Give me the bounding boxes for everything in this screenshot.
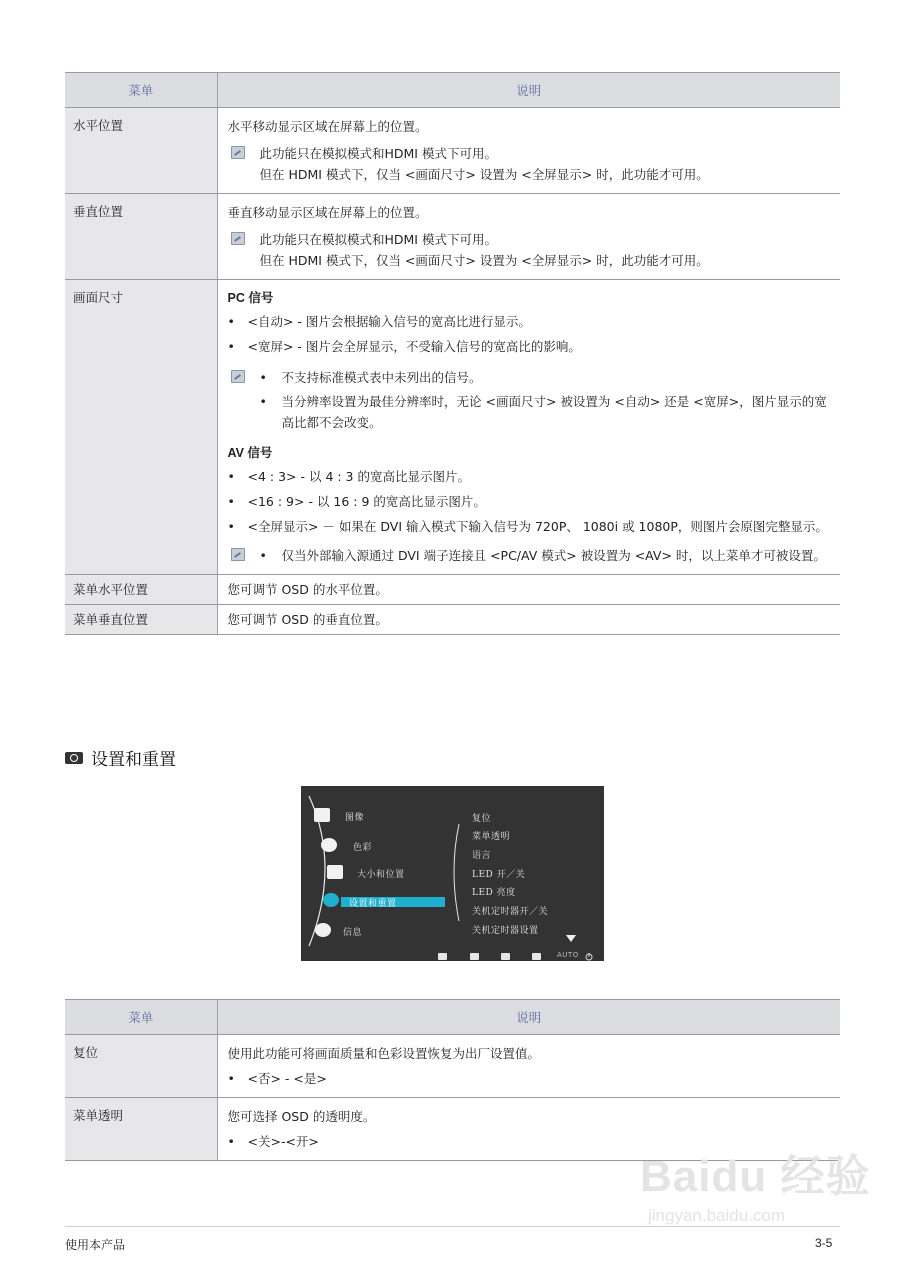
watermark-logo: Baidu 经验 bbox=[640, 1152, 871, 1201]
footer-divider bbox=[65, 1226, 840, 1227]
note bbox=[228, 545, 831, 566]
row-menu-menu-v: 菜单垂直位置 bbox=[65, 605, 217, 635]
row-desc-menu-h: 您可调节 OSD 的水平位置。 bbox=[217, 575, 840, 605]
desc-text: 使用此功能可将画面质量和色彩设置恢复为出厂设置值。 bbox=[227, 1046, 541, 1061]
footer-section: 使用本产品 bbox=[65, 1238, 126, 1252]
row-desc-size bbox=[217, 280, 840, 575]
note-item: • 不支持标准模式表中未列出的信号。 bbox=[260, 367, 831, 388]
osd-auto-label: AUTO bbox=[557, 951, 579, 959]
table-row bbox=[65, 108, 840, 194]
note-item: • 当分辨率设置为最佳分辨率时，无论 <画面尺寸> 被设置为 <自动> 还是 <宽屏>，图片显示的宽高比都不会改变。 bbox=[260, 391, 831, 433]
row-menu-transparency: 菜单透明 bbox=[65, 1098, 217, 1161]
note-text: 此功能只在模拟模式和HDMI 模式下可用。 bbox=[259, 146, 497, 161]
list-item: • <16 : 9> - 以 16 : 9 的宽高比显示图片。 bbox=[228, 491, 831, 512]
row-desc-v-pos bbox=[217, 194, 840, 280]
list-item: • <4 : 3> - 以 4 : 3 的宽高比显示图片。 bbox=[228, 466, 831, 487]
osd-sub-language: 语言 bbox=[472, 851, 492, 861]
osd-sub-led-brightness: LED 亮度 bbox=[472, 888, 516, 898]
color-palette-icon bbox=[321, 838, 337, 852]
row-desc-menu-v: 您可调节 OSD 的垂直位置。 bbox=[217, 605, 840, 635]
table-row bbox=[65, 280, 840, 575]
osd-down-button-icon bbox=[470, 953, 479, 960]
row-menu-size: 画面尺寸 bbox=[65, 280, 217, 575]
header-menu: 菜单 bbox=[65, 73, 217, 108]
table-header bbox=[65, 1000, 840, 1035]
row-menu-v-pos: 垂直位置 bbox=[65, 194, 217, 280]
note-item: • 仅当外部输入源通过 DVI 端子连接且 <PC/AV 模式> 被设置为 <AV> 时，以上菜单才可被设置。 bbox=[260, 545, 831, 566]
desc-text: 您可选择 OSD 的透明度。 bbox=[227, 1109, 376, 1124]
watermark-url: jingyan.baidu.com bbox=[648, 1206, 786, 1225]
watermark bbox=[640, 1140, 870, 1226]
osd-menu-button-icon bbox=[438, 953, 447, 960]
note bbox=[228, 143, 831, 185]
row-menu-menu-h: 菜单水平位置 bbox=[65, 575, 217, 605]
power-icon bbox=[585, 953, 593, 961]
osd-item-size: 大小和位置 bbox=[357, 870, 405, 880]
table-row bbox=[65, 1035, 840, 1098]
note bbox=[228, 229, 831, 271]
picture-icon bbox=[314, 808, 330, 822]
note bbox=[228, 367, 831, 433]
info-icon bbox=[315, 923, 331, 937]
note-text: 但在 HDMI 模式下，仅当 <画面尺寸> 设置为 <全屏显示> 时，此功能才可用。 bbox=[259, 253, 709, 268]
scroll-down-arrow-icon bbox=[566, 935, 576, 943]
osd-item-info: 信息 bbox=[343, 928, 363, 938]
settings-section-icon bbox=[65, 752, 83, 764]
osd-sub-reset: 复位 bbox=[472, 814, 492, 824]
header-menu: 菜单 bbox=[65, 1000, 217, 1035]
osd-item-picture: 图像 bbox=[345, 813, 365, 823]
table-row bbox=[65, 194, 840, 280]
header-desc: 说明 bbox=[217, 1000, 840, 1035]
note-text: 但在 HDMI 模式下，仅当 <画面尺寸> 设置为 <全屏显示> 时，此功能才可用。 bbox=[259, 167, 709, 182]
gear-icon bbox=[323, 893, 339, 907]
list-item: • <宽屏> - 图片会全屏显示，不受输入信号的宽高比的影响。 bbox=[228, 336, 831, 357]
size-position-icon bbox=[327, 865, 343, 879]
list-item: • <关>-<开> bbox=[228, 1131, 831, 1152]
av-signal-title: AV 信号 bbox=[227, 446, 273, 460]
page-number: 3-5 bbox=[815, 1236, 833, 1250]
settings-table-1 bbox=[65, 72, 840, 635]
osd-item-setup: 设置和重置 bbox=[349, 899, 397, 909]
osd-sub-led-onoff: LED 开／关 bbox=[472, 870, 526, 880]
settings-table-2 bbox=[65, 999, 840, 1161]
section-heading bbox=[65, 745, 176, 770]
row-menu-h-pos: 水平位置 bbox=[65, 108, 217, 194]
osd-sub-timer-set: 关机定时器设置 bbox=[472, 926, 539, 936]
note-icon bbox=[231, 232, 245, 245]
row-desc-reset bbox=[217, 1035, 840, 1098]
note-text: 此功能只在模拟模式和HDMI 模式下可用。 bbox=[259, 232, 497, 247]
row-desc-h-pos bbox=[217, 108, 840, 194]
osd-enter-button-icon bbox=[532, 953, 541, 960]
note-icon bbox=[231, 548, 245, 561]
section-title: 设置和重置 bbox=[91, 750, 176, 770]
osd-item-color: 色彩 bbox=[353, 843, 373, 853]
osd-sub-transparency: 菜单透明 bbox=[472, 832, 511, 842]
list-item: • <否> - <是> bbox=[228, 1068, 831, 1089]
osd-up-button-icon bbox=[501, 953, 510, 960]
list-item: • <全屏显示> － 如果在 DVI 输入模式下输入信号为 720P、 1080i 或 1080P，则图片会原图完整显示。 bbox=[228, 516, 831, 537]
desc-text: 垂直移动显示区域在屏幕上的位置。 bbox=[227, 205, 428, 220]
desc-text: 水平移动显示区域在屏幕上的位置。 bbox=[227, 119, 428, 134]
table-header bbox=[65, 73, 840, 108]
table-row bbox=[65, 575, 840, 605]
table-row bbox=[65, 605, 840, 635]
header-desc: 说明 bbox=[217, 73, 840, 108]
osd-sub-timer-onoff: 关机定时器开／关 bbox=[472, 907, 549, 917]
osd-menu-screenshot bbox=[301, 786, 604, 961]
note-icon bbox=[231, 146, 245, 159]
row-menu-reset: 复位 bbox=[65, 1035, 217, 1098]
note-icon bbox=[231, 370, 245, 383]
list-item: • <自动> - 图片会根据输入信号的宽高比进行显示。 bbox=[228, 311, 831, 332]
pc-signal-title: PC 信号 bbox=[227, 291, 274, 305]
